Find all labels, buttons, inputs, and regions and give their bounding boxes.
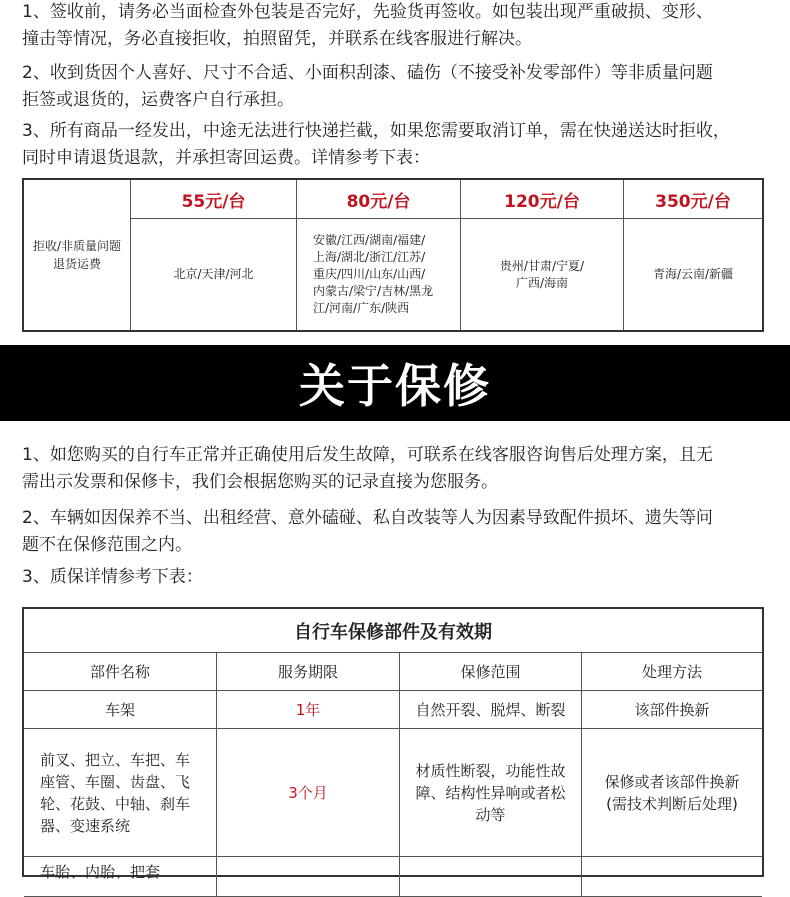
warranty-table-title: 自行车保修部件及有效期 [24, 609, 762, 653]
row-frame-scope: 自然开裂、脱焊、断裂 [400, 691, 582, 729]
fee-column-350 [624, 180, 762, 330]
row-tires-method [582, 857, 762, 897]
warranty-table [22, 607, 764, 881]
row-tires-part: 车胎、内胎、把套 [24, 857, 217, 897]
fee-column-55 [131, 180, 297, 330]
row-components-scope: 材质性断裂，功能性故 障、结构性异响或者松 动等 [400, 729, 582, 857]
row-frame-method: 该部件换新 [582, 691, 762, 729]
price-cell: 80元/台 [297, 180, 460, 219]
header-handling-method: 处理方法 [582, 653, 762, 691]
warranty-paragraph-1: 1、如您购买的自行车正常并正确使用后发生故障，可联系在线客服咨询售后处理方案，且无 需出示发票和保修卡，我们会根据您购买的记录直接为您服务。 [22, 445, 713, 492]
header-warranty-scope: 保修范围 [400, 653, 582, 691]
fee-column-120 [461, 180, 624, 330]
header-service-period: 服务期限 [217, 653, 400, 691]
regions-cell: 青海/云南/新疆 [652, 267, 734, 281]
regions-cell: 北京/天津/河北 [173, 267, 254, 281]
row-frame-part: 车架 [24, 691, 217, 729]
row-components-part: 前叉、把立、车把、车 座管、车圈、齿盘、飞 轮、花鼓、中轴、刹车 器、变速系统 [24, 729, 217, 857]
regions-cell: 安徽/江西/湖南/福建/ 上海/湖北/浙江/江苏/ 重庆/四川/山东/山西/ 内蒙古/梁宁/吉林/黑龙 江/河南/广东/陕西 [313, 233, 434, 315]
row-tires-period [217, 857, 400, 897]
shipping-paragraph-1: 1、签收前，请务必当面检查外包装是否完好，先验货再签收。如包装出现严重破损、变形、 撞击等情况，务必直接拒收，拍照留凭，并联系在线客服进行解决。 [22, 2, 713, 49]
row-components-method: 保修或者该部件换新 (需技术判断后处理) [582, 729, 762, 857]
price-cell: 350元/台 [624, 180, 762, 219]
row-components-period: 3个月 [217, 729, 400, 857]
row-tires-scope [400, 857, 582, 897]
row-label-cell: 拒收/非质量问题 退货运费 [24, 180, 131, 330]
header-part-name: 部件名称 [24, 653, 217, 691]
row-frame-period: 1年 [217, 691, 400, 729]
shipping-paragraph-2: 2、收到货因个人喜好、尺寸不合适、小面积刮漆、磕伤（不接受补发零部件）等非质量问题 拒签或退货的，运费客户自行承担。 [22, 63, 713, 110]
warranty-paragraph-2: 2、车辆如因保养不当、出租经营、意外磕碰、私自改装等人为因素导致配件损坏、遗失等问 题不在保修范围之内。 [22, 508, 713, 555]
shipping-fee-table [22, 178, 764, 332]
warranty-paragraph-3: 3、质保详情参考下表： [22, 567, 203, 587]
warranty-banner: 关于保修 [0, 345, 790, 421]
regions-cell: 贵州/甘肃/宁夏/ 广西/海南 [499, 258, 585, 290]
fee-column-80 [297, 180, 461, 330]
price-cell: 120元/台 [461, 180, 623, 219]
shipping-paragraph-3: 3、所有商品一经发出，中途无法进行快递拦截，如果您需要取消订单，需在快递送达时拒收， 同时申请退货退款，并承担寄回运费。详情参考下表： [22, 121, 730, 168]
price-cell: 55元/台 [131, 180, 296, 219]
